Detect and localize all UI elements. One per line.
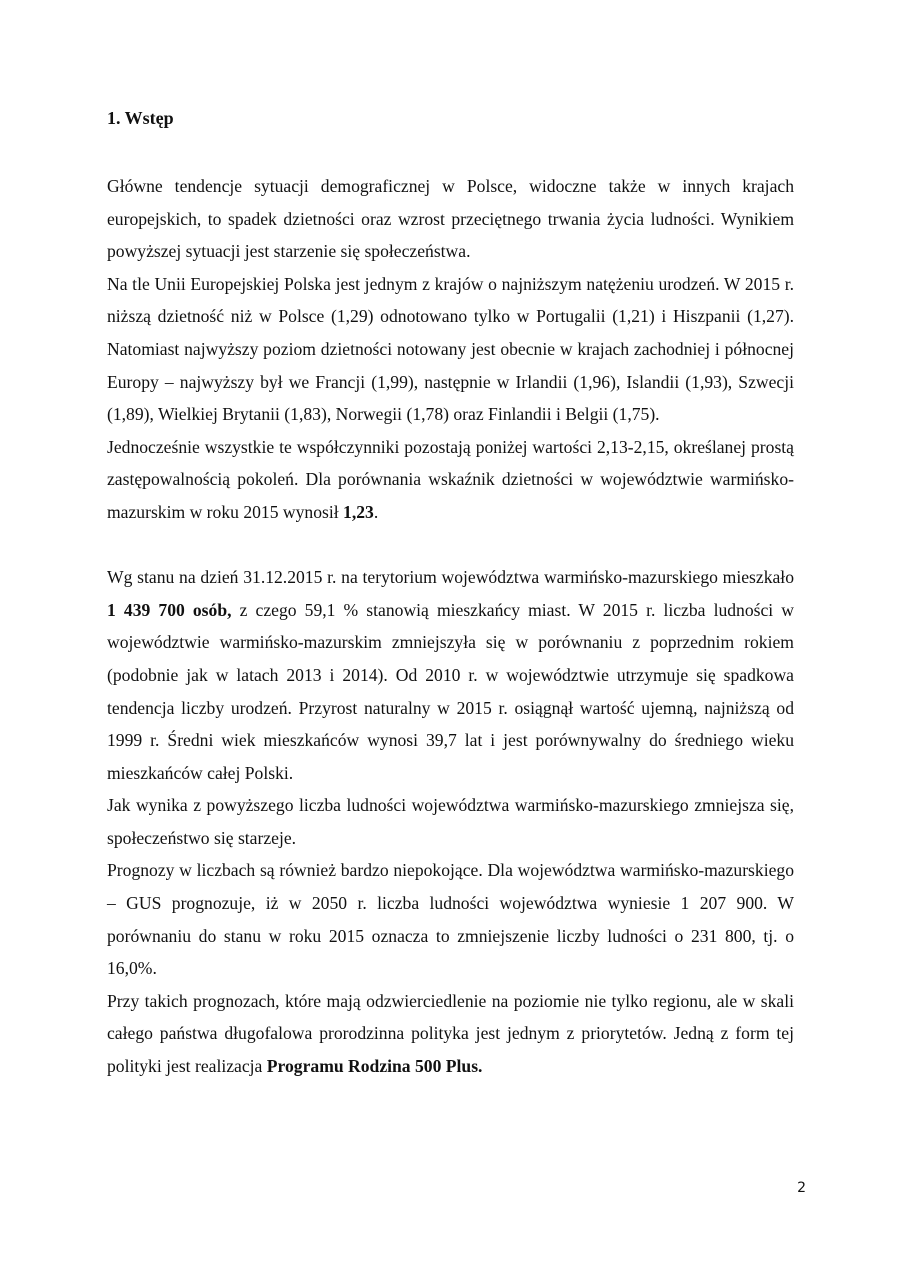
paragraph-policy-text: Przy takich prognozach, które mają odzwierciedlenie na poziomie nie tylko regionu, ale w skali całego państwa długofalowa prorodzinna polityka jest jednym z priorytetów. Jedną z form tej polityki jest realizacja [107,990,794,1077]
paragraph-population-text-a: Wg stanu na dzień 31.12.2015 r. na terytorium województwa warmińsko-mazurskiego mieszkało [107,567,794,588]
paragraph-eu-fertility: Na tle Unii Europejskiej Polska jest jednym z krajów o najniższym natężeniu urodzeń. W 2015 r. niższą dzietność niż w Polsce (1,29) odnotowano tylko w Portugalii (1,21) i Hiszpanii (1,27). Natomiast najwyższy poziom dzietności notowany jest obecnie w krajach zachodniej i północnej Europy – najwyższy był we Francji (1,99), następnie w Irlandii (1,96), Islandii (1,93), Szwecji (1,89), Wielkiej Brytanii (1,83), Norwegii (1,78) oraz Finlandii i Belgii (1,75). [107,273,794,425]
paragraph-forecast: Prognozy w liczbach są również bardzo niepokojące. Dla województwa warmińsko-mazurskiego – GUS prognozuje, iż w 2050 r. liczba ludności województwa wyniesie 1 207 900. W porównaniu do stanu w roku 2015 oznacza to zmniejszenie liczby ludności o 231 800, tj. o 16,0%. [107,860,794,979]
paragraph-conclusion: Jak wynika z powyższego liczba ludności województwa warmińsko-mazurskiego zmniejsza się, społeczeństwo się starzeje. [107,795,794,848]
fertility-rate-value: 1,23 [343,501,374,522]
paragraph-replacement [107,431,794,529]
paragraph-replacement-end: . [373,501,379,522]
program-name: Programu Rodzina 500 Plus. [266,1056,483,1077]
paragraph-trends: Główne tendencje sytuacji demograficznej w Polsce, widoczne także w innych krajach europejskich, to spadek dzietności oraz wzrost przeciętnego trwania życia ludności. Wynikiem powyższej sytuacji jest starzenie się społeczeństwa. [107,176,794,262]
document-body [107,170,794,1083]
paragraph-replacement-text: Jednocześnie wszystkie te współczynniki pozostają poniżej wartości 2,13-2,15, określanej prostą zastępowalnością pokoleń. Dla porównania wskaźnik dzietności w województwie warmińsko-mazurskim w roku 2015 wynosił [107,436,794,522]
page-number: 2 [797,1180,806,1196]
paragraph-population [107,561,794,789]
paragraph-population-text-b: z czego 59,1 % stanowią mieszkańcy miast. W 2015 r. liczba ludności w województwie warmińsko-mazurskim zmniejszyła się w porównaniu z poprzednim rokiem (podobnie jak w latach 2013 i 2014). Od 2010 r. w województwie utrzymuje się spadkowa tendencja liczby urodzeń. Przyrost naturalny w 2015 r. osiągnął wartość ujemną, najniższą od 1999 r. Średni wiek mieszkańców wynosi 39,7 lat i jest porównywalny do średniego wieku mieszkańców całej Polski. [107,599,794,783]
paragraph-policy [107,985,794,1083]
population-value: 1 439 700 osób, [107,599,232,620]
section-heading: 1. Wstęp [107,108,174,128]
